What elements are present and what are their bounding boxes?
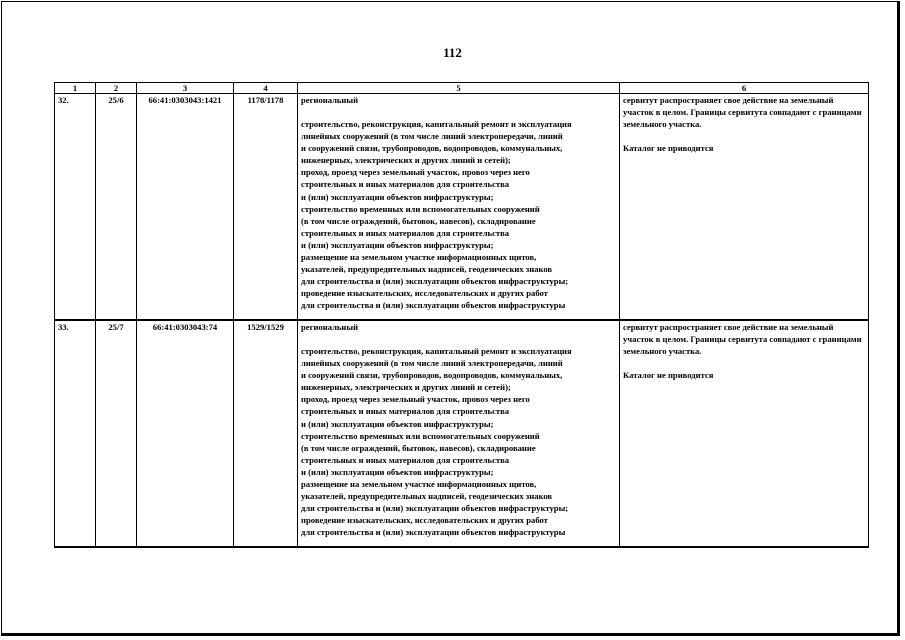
parcel-number: 25/6 [96,94,137,321]
page-number: 112 [443,45,462,60]
purpose-line: и (или) эксплуатации объектов инфраструктуры; [301,418,494,429]
purpose-line: размещение на земельном участке информационных щитов, [301,479,537,490]
category-label: региональный [301,95,359,105]
purpose-line: размещение на земельном участке информационных щитов, [301,252,537,263]
purpose-line: строительство, реконструкция, капитальный ремонт и эксплуатация [301,119,572,129]
purpose-line: для строительства и (или) эксплуатации объектов инфраструктуры; [301,276,569,287]
servitude-table [54,82,869,548]
catalog-note: Каталог не приводится [623,143,714,154]
purpose-line: линейных сооружений (в том числе линий электропередачи, линий [301,358,563,369]
purpose-line: строительных и иных материалов для строительства [301,406,510,417]
purpose-line: указателей, предупредительных надписей, геодезических знаков [301,264,553,275]
purpose-line: линейных сооружений (в том числе линий электропередачи, линий [301,131,563,142]
column-header: 4 [234,83,298,94]
purpose-line: (в том числе ограждений, бытовок, навесов), складирование [301,215,536,226]
parcel-number: 25/7 [96,320,137,547]
purpose-line: и (или) эксплуатации объектов инфраструктуры; [301,239,494,250]
purpose-line: строительство временных или вспомогательных сооружений [301,430,540,441]
category-label: региональный [301,322,359,332]
area-value: 1529/1529 [234,320,298,547]
purpose-line: строительных и иных материалов для строительства [301,179,510,190]
purpose-cell [298,320,620,547]
header-row [55,83,869,94]
purpose-line: строительных и иных материалов для строительства [301,227,510,238]
row-number: 33. [55,320,96,547]
catalog-note: Каталог не приводится [623,370,714,381]
purpose-line: и сооружений связи, трубопроводов, водопроводов, коммунальных, [301,370,563,381]
purpose-line: (в том числе ограждений, бытовок, навесов), складирование [301,442,536,453]
column-header: 6 [620,83,869,94]
cadastral-number: 66:41:0303043:1421 [137,94,234,321]
purpose-line: и (или) эксплуатации объектов инфраструктуры; [301,191,494,202]
purpose-line: для строительства и (или) эксплуатации объектов инфраструктуры; [301,503,569,514]
purpose-line: строительство временных или вспомогательных сооружений [301,203,540,214]
table-row [55,94,869,321]
purpose-line: проведение изыскательских, исследовательских и других работ [301,288,548,299]
purpose-line: и (или) эксплуатации объектов инфраструктуры; [301,466,494,477]
purpose-line: инженерных, электрических и других линий и сетей); [301,155,511,166]
servitude-text: сервитут распространяет свое действие на земельный участок в целом. Границы сервитута совпадают с границами земельного участка. [623,95,862,130]
area-value: 1178/1178 [234,94,298,321]
servitude-text: сервитут распространяет свое действие на земельный участок в целом. Границы сервитута совпадают с границами земельного участка. [623,322,862,357]
purpose-line: проход, проезд через земельный участок, провоз через него [301,394,530,405]
purpose-cell [298,94,620,321]
cadastral-number: 66:41:0303043:74 [137,320,234,547]
column-header: 2 [96,83,137,94]
column-header: 3 [137,83,234,94]
purpose-line: строительство, реконструкция, капитальный ремонт и эксплуатация [301,346,572,356]
purpose-line: указателей, предупредительных надписей, геодезических знаков [301,491,553,502]
servitude-cell [620,94,869,321]
purpose-line: проход, проезд через земельный участок, провоз через него [301,167,530,178]
purpose-line: для строительства и (или) эксплуатации объектов инфраструктуры [301,300,566,311]
purpose-line: проведение изыскательских, исследовательских и других работ [301,515,548,526]
purpose-line: для строительства и (или) эксплуатации объектов инфраструктуры [301,527,566,538]
table-row [55,320,869,547]
column-header: 1 [55,83,96,94]
purpose-line: строительных и иных материалов для строительства [301,454,510,465]
servitude-cell [620,320,869,547]
row-number: 32. [55,94,96,321]
purpose-line: инженерных, электрических и других линий и сетей); [301,382,511,393]
purpose-line: и сооружений связи, трубопроводов, водопроводов, коммунальных, [301,143,563,154]
column-header: 5 [298,83,620,94]
